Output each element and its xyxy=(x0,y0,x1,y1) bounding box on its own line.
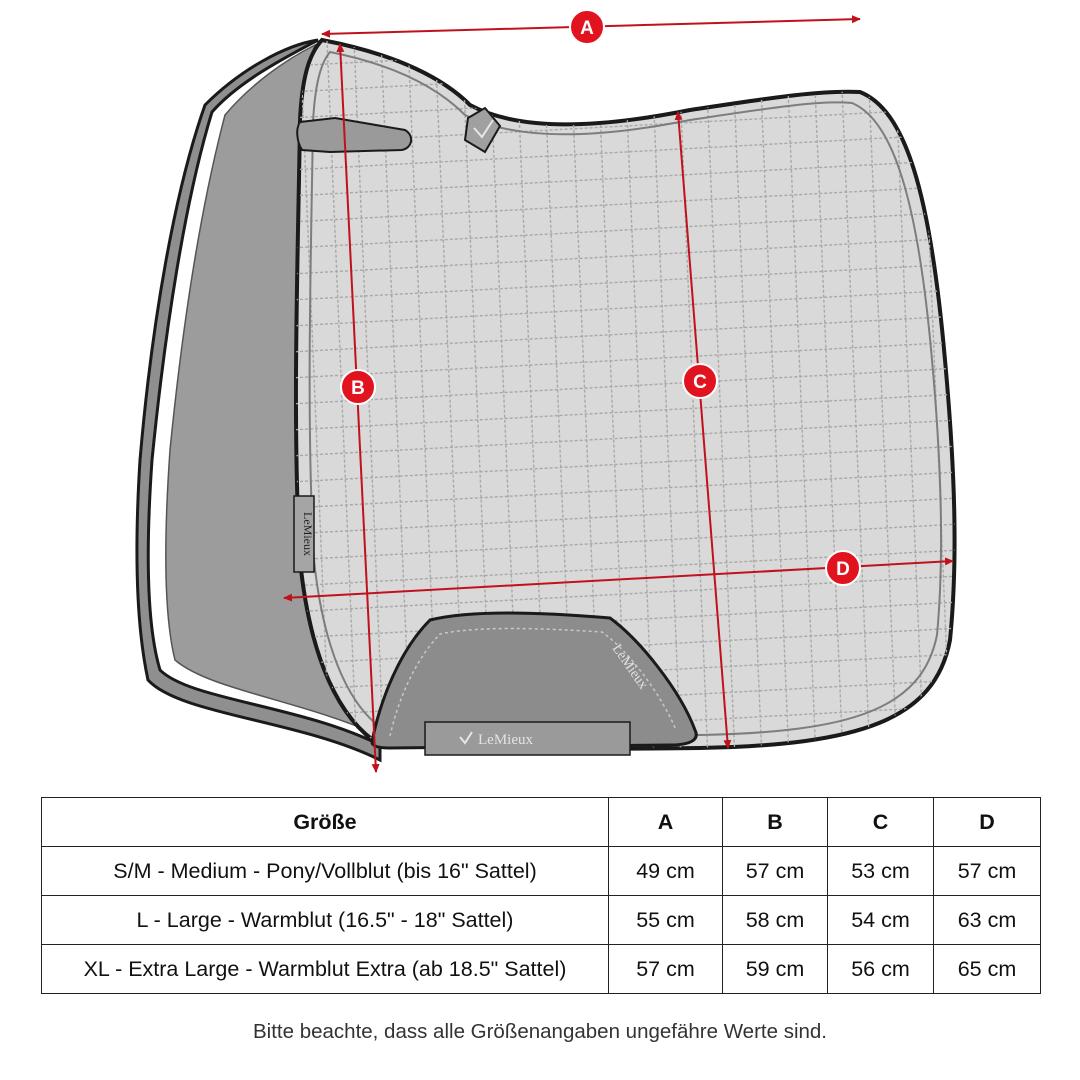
svg-text:B: B xyxy=(351,378,365,399)
value-cell: 57 cm xyxy=(934,847,1041,896)
svg-text:A: A xyxy=(580,18,594,39)
size-cell: L - Large - Warmblut (16.5" - 18" Sattel) xyxy=(42,896,609,945)
value-cell: 59 cm xyxy=(723,945,828,994)
marker-d xyxy=(826,551,860,585)
header-c: C xyxy=(828,798,934,847)
value-cell: 56 cm xyxy=(828,945,934,994)
value-cell: 63 cm xyxy=(934,896,1041,945)
header-a: A xyxy=(609,798,723,847)
size-cell: XL - Extra Large - Warmblut Extra (ab 18.5" Sattel) xyxy=(42,945,609,994)
size-cell: S/M - Medium - Pony/Vollblut (bis 16" Sattel) xyxy=(42,847,609,896)
value-cell: 54 cm xyxy=(828,896,934,945)
table-row xyxy=(42,896,1041,945)
size-table xyxy=(41,797,1041,994)
header-b: B xyxy=(723,798,828,847)
value-cell: 55 cm xyxy=(609,896,723,945)
table-row xyxy=(42,945,1041,994)
value-cell: 53 cm xyxy=(828,847,934,896)
marker-a xyxy=(570,10,604,44)
value-cell: 57 cm xyxy=(609,945,723,994)
quilt-line xyxy=(290,30,960,66)
disclaimer-note: Bitte beachte, dass alle Größenangaben ungefähre Werte sind. xyxy=(253,1020,827,1043)
table-header-row xyxy=(42,798,1041,847)
value-cell: 49 cm xyxy=(609,847,723,896)
marker-c xyxy=(683,364,717,398)
svg-text:C: C xyxy=(693,372,707,393)
table-row xyxy=(42,847,1041,896)
grip-brand-text: LeMieux xyxy=(478,732,533,748)
value-cell: 65 cm xyxy=(934,945,1041,994)
value-cell: 57 cm xyxy=(723,847,828,896)
header-size: Größe xyxy=(42,798,609,847)
grip-brand-text-angled: LeMieux xyxy=(608,641,651,693)
side-brand-text: LeMieux xyxy=(301,512,315,556)
value-cell: 58 cm xyxy=(723,896,828,945)
header-d: D xyxy=(934,798,1041,847)
quilt-line xyxy=(948,40,978,760)
svg-text:D: D xyxy=(836,559,850,580)
marker-b xyxy=(341,370,375,404)
